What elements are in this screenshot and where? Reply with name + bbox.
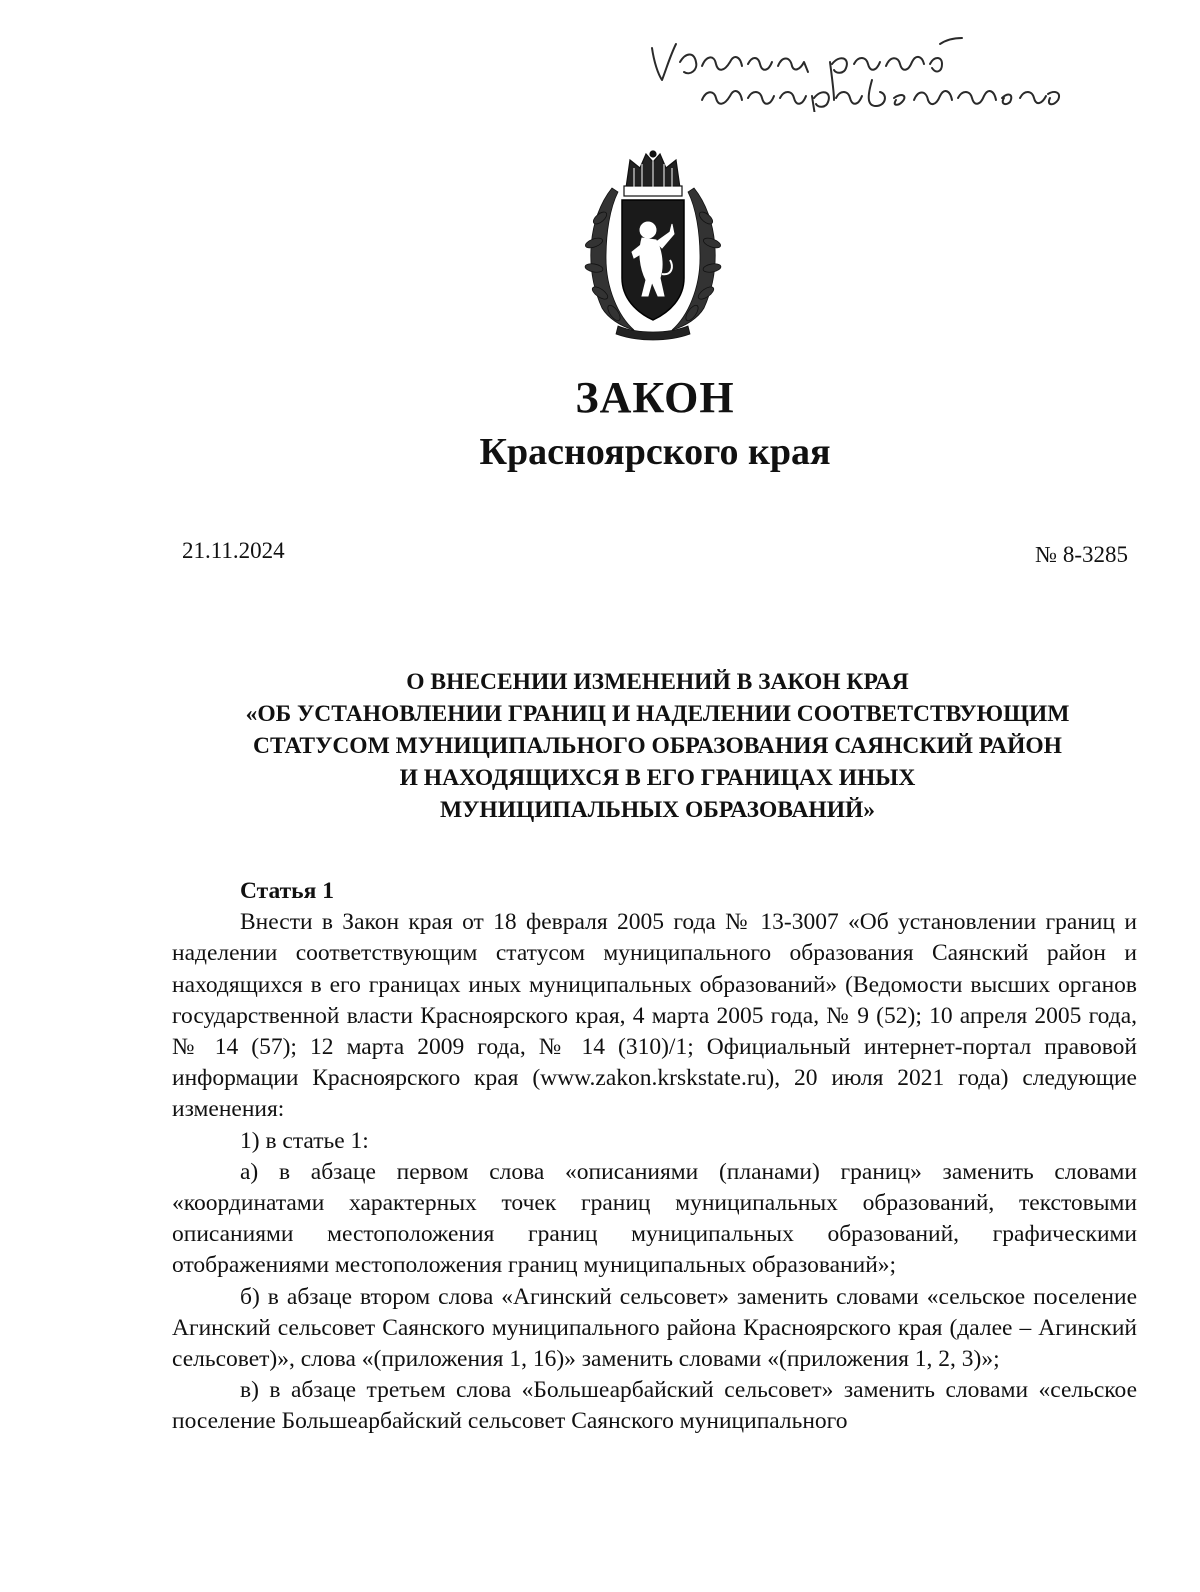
article-paragraph: а) в абзаце первом слова «описаниями (планами) границ» заменить словами «координатами характерных точек границ муниципальных образований, текстовыми описаниями местоположения границ муниципальных образований, графическими отображениями местоположения границ муниципальных образований»; [172,1158,1137,1279]
document-subtitle: Красноярского края [479,431,831,473]
heading-line: СТАТУСОМ МУНИЦИПАЛЬНОГО ОБРАЗОВАНИЯ САЯНСКИЙ РАЙОН [253,733,1062,759]
article-title: Статья 1 [240,878,334,904]
handwritten-note [640,22,1070,112]
document-title: ЗАКОН [575,373,735,422]
article-paragraph: 1) в статье 1: [240,1127,369,1154]
document-body [172,876,1137,1438]
article-paragraph: в) в абзаце третьем слова «Большеарбайский сельсовет» заменить словами «сельское поселение Большеарбайский сельсовет Саянского муниципального [172,1377,1137,1435]
heading-line: «ОБ УСТАНОВЛЕНИИ ГРАНИЦ И НАДЕЛЕНИИ СООТВЕТСТВУЮЩИМ [245,701,1070,727]
document-heading [170,666,1145,826]
article-paragraph: б) в абзаце втором слова «Агинский сельсовет» заменить словами «сельское поселение Агинский сельсовет Саянского муниципального района Красноярского края (далее – Агинский сельсовет)», слова «(приложения 1, 16)» заменить словами «(приложения 1, 2, 3)»; [172,1283,1137,1373]
heading-line: И НАХОДЯЩИХСЯ В ЕГО ГРАНИЦАХ ИНЫХ [399,765,916,791]
article-paragraph: Внести в Закон края от 18 февраля 2005 года № 13-3007 «Об установлении границ и наделении соответствующим статусом муниципального образования Саянский район и находящихся в его границах иных муниципальных образований» (Ведомости высших органов государственной власти Красноярского края, 4 марта 2005 года, № 9 (52); 10 апреля 2005 года, № 14 (57); 12 марта 2009 года, № 14 (310)/1; Официальный интернет-портал правовой информации Красноярского края (www.zakon.krskstate.ru), 20 июля 2021 года) следующие изменения: [172,909,1137,1123]
document-number: № 8-3285 [1035,542,1128,567]
krasnoyarsk-coat-of-arms-icon [578,148,728,348]
heading-line: О ВНЕСЕНИИ ИЗМЕНЕНИЙ В ЗАКОН КРАЯ [406,669,909,695]
document-date: 21.11.2024 [182,538,285,563]
heading-line: МУНИЦИПАЛЬНЫХ ОБРАЗОВАНИЙ» [439,797,876,823]
